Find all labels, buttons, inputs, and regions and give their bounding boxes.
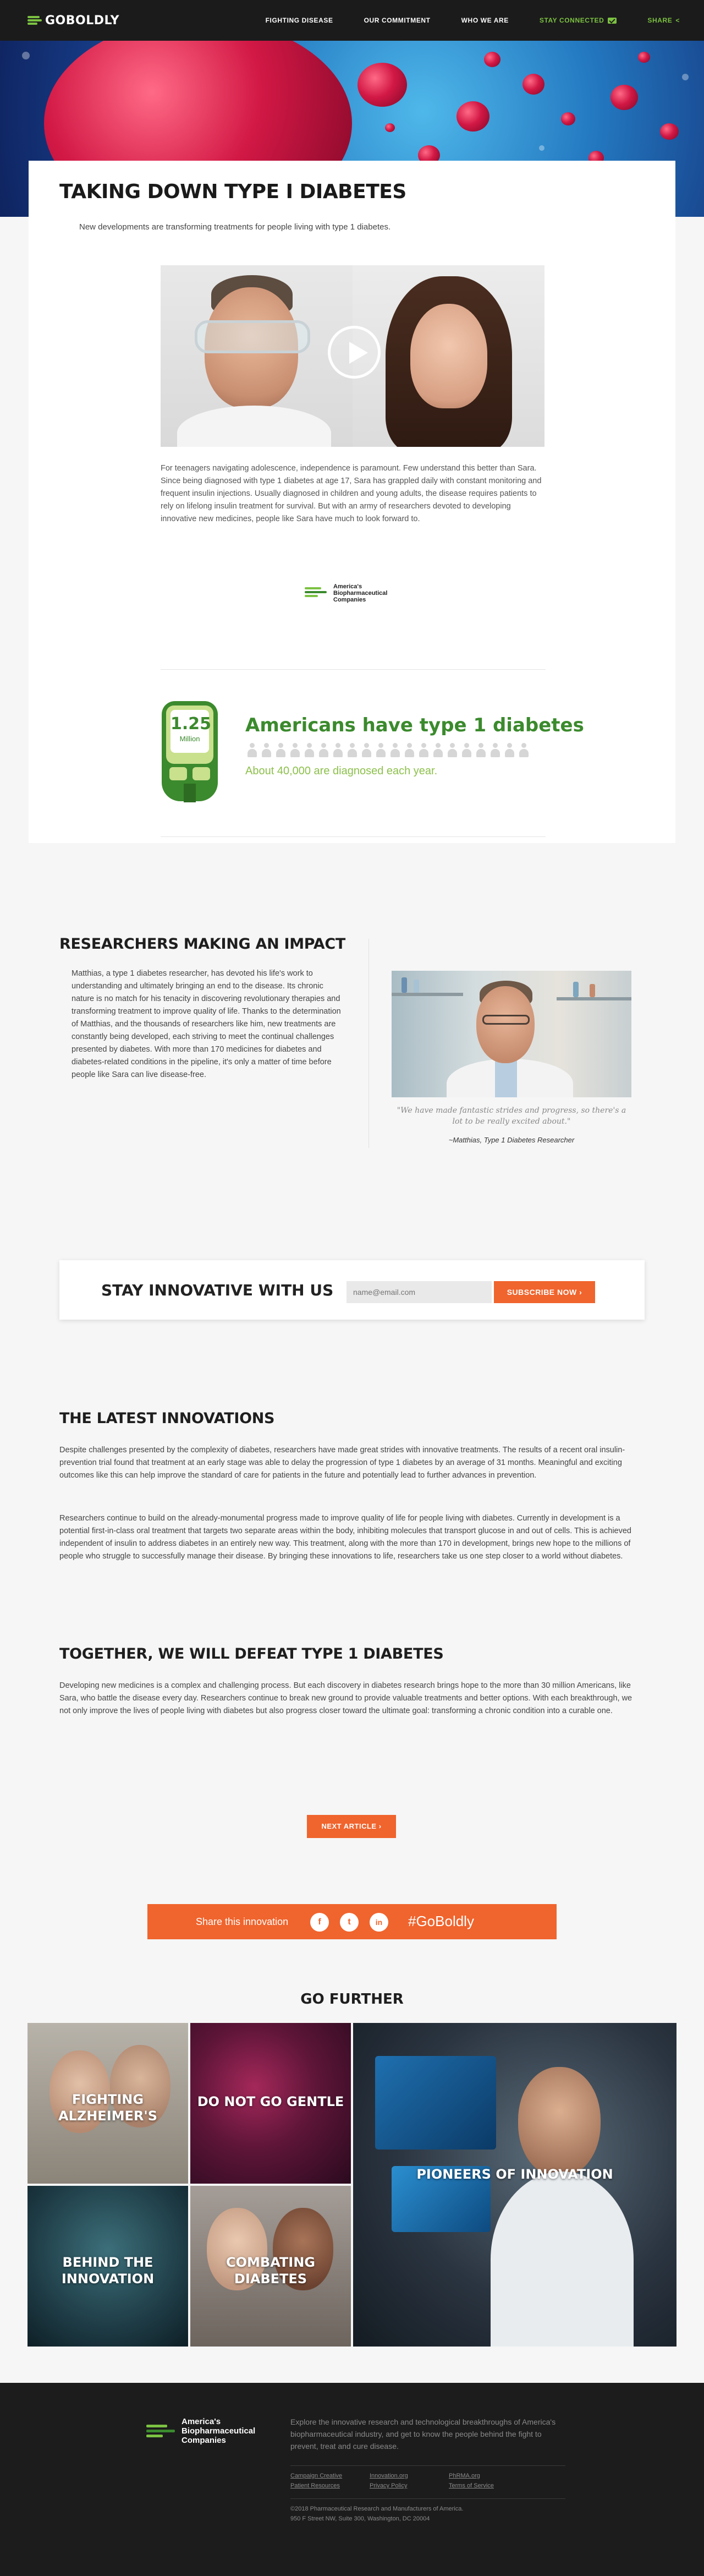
innovations-title: THE LATEST INNOVATIONS: [59, 1410, 275, 1427]
share-bar: [147, 1904, 557, 1939]
nav-share[interactable]: [647, 17, 680, 24]
stat-number: 1.25: [170, 714, 212, 734]
subscribe-title: STAY INNOVATIVE WITH US: [101, 1281, 334, 1299]
tile-fighting-alzheimers[interactable]: [28, 2023, 188, 2184]
next-article-button[interactable]: NEXT ARTICLE ›: [307, 1815, 396, 1838]
person-icon: [246, 743, 257, 757]
innovations-p2: Researchers continue to build on the already-monumental progress made to improve quality of life for people living with diabetes. Currently in development is a potential first-in-class oral treatment that targets two separate areas within the body, inhibiting molecules that transport glucose in and out of cells. This is achieved independent of insulin to address diabetes in an entirely new way. This treatment, along with the more than 170 in development, brings new hope to the millions of people who struggle to successfully manage their disease. By bringing these innovations to life, researchers take us one step closer to a world without diabetes.: [59, 1514, 631, 1561]
footer-description: Explore the innovative research and technological breakthroughs of America's biopharmaceutical industry, and get to know the people behind the fight to prevent, treat and cure disease.: [290, 2418, 556, 2451]
person-icon: [289, 743, 300, 757]
subscribe-box: [59, 1260, 645, 1320]
person-icon: [461, 743, 472, 757]
person-icon: [504, 743, 515, 757]
copyright-text: ©2018 Pharmaceutical Research and Manufacturers of America.: [290, 2506, 464, 2512]
footer-copyright: [290, 2504, 463, 2524]
person-icon: [332, 743, 343, 757]
tile-label: BEHIND THE INNOVATION: [61, 2255, 155, 2287]
footer: [0, 2383, 704, 2576]
logo-stripes-icon: [28, 15, 42, 26]
video-thumb-patient: [353, 265, 544, 447]
footer-links-col-2: [370, 2471, 408, 2491]
person-icon: [404, 743, 415, 757]
person-icon: [475, 743, 486, 757]
tile-combating-diabetes[interactable]: [190, 2186, 351, 2347]
footer-logo-line-3: Companies: [182, 2436, 226, 2445]
footer-link-phrma-org[interactable]: PhRMA.org: [449, 2473, 480, 2479]
person-icon: [275, 743, 286, 757]
person-icon: [418, 743, 429, 757]
tile-behind-the-innovation[interactable]: [28, 2186, 188, 2347]
footer-link-privacy-policy[interactable]: Privacy Policy: [370, 2482, 408, 2489]
go-further-title: GO FURTHER: [300, 1991, 404, 2008]
person-icon: [261, 743, 272, 757]
linkedin-icon[interactable]: in: [370, 1913, 388, 1932]
tile-label: COMBATING DIABETES: [226, 2255, 315, 2287]
quote-attribution: ~Matthias, Type 1 Diabetes Researcher: [448, 1136, 575, 1144]
person-icon: [432, 743, 443, 757]
twitter-icon[interactable]: t: [340, 1913, 359, 1932]
footer-logo[interactable]: [146, 2417, 255, 2445]
tile-do-not-go-gentle[interactable]: [190, 2023, 351, 2184]
address-text: 950 F Street NW, Suite 300, Washington, DC 20004: [290, 2515, 430, 2522]
facebook-icon[interactable]: f: [310, 1913, 329, 1932]
email-input[interactable]: [346, 1281, 492, 1303]
sponsor-stripes-icon: [305, 586, 329, 600]
mail-icon: [608, 18, 617, 24]
footer-divider: [290, 2465, 565, 2466]
sponsor-line-2: Biopharmaceutical: [333, 590, 388, 597]
play-icon[interactable]: [328, 326, 381, 379]
people-icons: [246, 743, 529, 757]
nav-fighting-disease[interactable]: FIGHTING DISEASE: [265, 17, 333, 24]
article-card: [29, 161, 675, 843]
footer-logo-line-2: Biopharmaceutical: [182, 2426, 256, 2436]
nav-links: [235, 0, 680, 41]
article-lede: New developments are transforming treatments for people living with type 1 diabetes.: [79, 222, 391, 232]
share-label: SHARE: [647, 17, 673, 24]
tile-label: FIGHTING ALZHEIMER'S: [58, 2092, 158, 2124]
innovations-p1: Despite challenges presented by the complexity of diabetes, researchers have made great strides with innovative treatments. The results of a recent oral insulin-prevention trial found that treatment at an early stage was able to delay the progression of type 1 diabetes by an average of 31 months. Meaningful and exciting outcomes like this can help improve the standard of care for patients in the future and potentially lead to further advances in prevention.: [59, 1446, 625, 1480]
article-intro: For teenagers navigating adolescence, independence is paramount. Few understand this better than Sara. Since being diagnosed with type 1 diabetes at age 17, Sara has grappled daily with constant monitoring and frequent insulin injections. Usually diagnosed in children and young adults, the disease requires patients to rely on lifelong insulin treatment for survival. But with an army of researchers devoted to developing innovative new medicines, people like Sara have much to look forward to.: [161, 464, 542, 523]
footer-links-col-1: [290, 2471, 342, 2491]
person-icon: [447, 743, 458, 757]
researchers-title: RESEARCHERS MAKING AN IMPACT: [59, 936, 346, 953]
person-icon: [490, 743, 501, 757]
researcher-quote: "We have made fantastic strides and progress, so there's a lot to be really excited about.": [397, 1106, 626, 1126]
subscribe-button[interactable]: SUBSCRIBE NOW ›: [494, 1281, 595, 1303]
person-icon: [518, 743, 529, 757]
stat-headline: Americans have type 1 diabetes: [245, 714, 584, 736]
person-icon: [318, 743, 329, 757]
stat-unit: Million: [179, 735, 200, 743]
share-bar-label: Share this innovation: [196, 1916, 289, 1927]
logo-text: GOBOLDLY: [45, 13, 120, 28]
nav-our-commitment[interactable]: OUR COMMITMENT: [364, 17, 431, 24]
footer-link-innovation-org[interactable]: Innovation.org: [370, 2473, 408, 2479]
page-title: TAKING DOWN TYPE I DIABETES: [59, 181, 406, 203]
video-player[interactable]: [161, 265, 544, 447]
footer-logo-line-1: America's: [182, 2417, 221, 2426]
researcher-photo: [392, 971, 631, 1097]
share-icon: <: [675, 17, 680, 24]
footer-link-campaign-creative[interactable]: Campaign Creative: [290, 2473, 343, 2479]
person-icon: [389, 743, 400, 757]
person-icon: [361, 743, 372, 757]
defeat-body: Developing new medicines is a complex and challenging process. But each discovery in diabetes research brings hope to the more than 30 million Americans, like Sara, who battle the disease every day. Researchers continue to break new ground to provide valuable treatments and better options. With each breakthrough, we not only improve the lives of people living with diabetes but also progress closer toward the ultimate goal: transforming a chronic condition into a curable one.: [59, 1681, 632, 1715]
footer-link-terms[interactable]: Terms of Service: [449, 2482, 494, 2489]
person-icon: [304, 743, 315, 757]
researchers-body: Matthias, a type 1 diabetes researcher, has devoted his life's work to understanding and ultimately bringing an end to the disease. Its chronic nature is no match for his tenacity in discovering revolutionary therapies and transforming treatment to improve quality of life. Thanks to the determination of Matthias, and the thousands of researchers like him, new treatments are constantly being developed, each striving to meet the continual challenges presented by diabetes. With more than 170 medicines for diabetes and diabetes-related conditions in the pipeline, it's only a matter of time before people like Sara can live disease-free.: [72, 969, 341, 1079]
sponsor-line-3: Companies: [333, 597, 366, 603]
tile-label: PIONEERS OF INNOVATION: [416, 2167, 613, 2182]
nav-stay-connected[interactable]: [540, 17, 617, 24]
hashtag: #GoBoldly: [408, 1913, 474, 1929]
defeat-title: TOGETHER, WE WILL DEFEAT TYPE 1 DIABETES: [59, 1645, 444, 1662]
nav-who-we-are[interactable]: WHO WE ARE: [461, 17, 509, 24]
divider: [161, 836, 546, 837]
footer-links-col-3: [449, 2471, 494, 2491]
person-icon: [375, 743, 386, 757]
goboldly-logo[interactable]: [28, 12, 119, 29]
footer-divider: [290, 2498, 565, 2499]
stay-connected-label: STAY CONNECTED: [539, 17, 604, 24]
footer-stripes-icon: [146, 2422, 177, 2440]
stat-subtext: About 40,000 are diagnosed each year.: [245, 765, 438, 777]
tile-label: DO NOT GO GENTLE: [197, 2094, 344, 2109]
sponsor-logo: [305, 583, 387, 603]
video-thumb-researcher: [161, 265, 353, 447]
divider: [161, 669, 546, 670]
glucose-meter-graphic: [162, 701, 218, 801]
person-icon: [346, 743, 358, 757]
footer-link-patient-resources[interactable]: Patient Resources: [290, 2482, 340, 2489]
top-nav: [0, 0, 704, 41]
sponsor-line-1: America's: [333, 583, 362, 590]
tile-pioneers-of-innovation[interactable]: [353, 2023, 676, 2347]
